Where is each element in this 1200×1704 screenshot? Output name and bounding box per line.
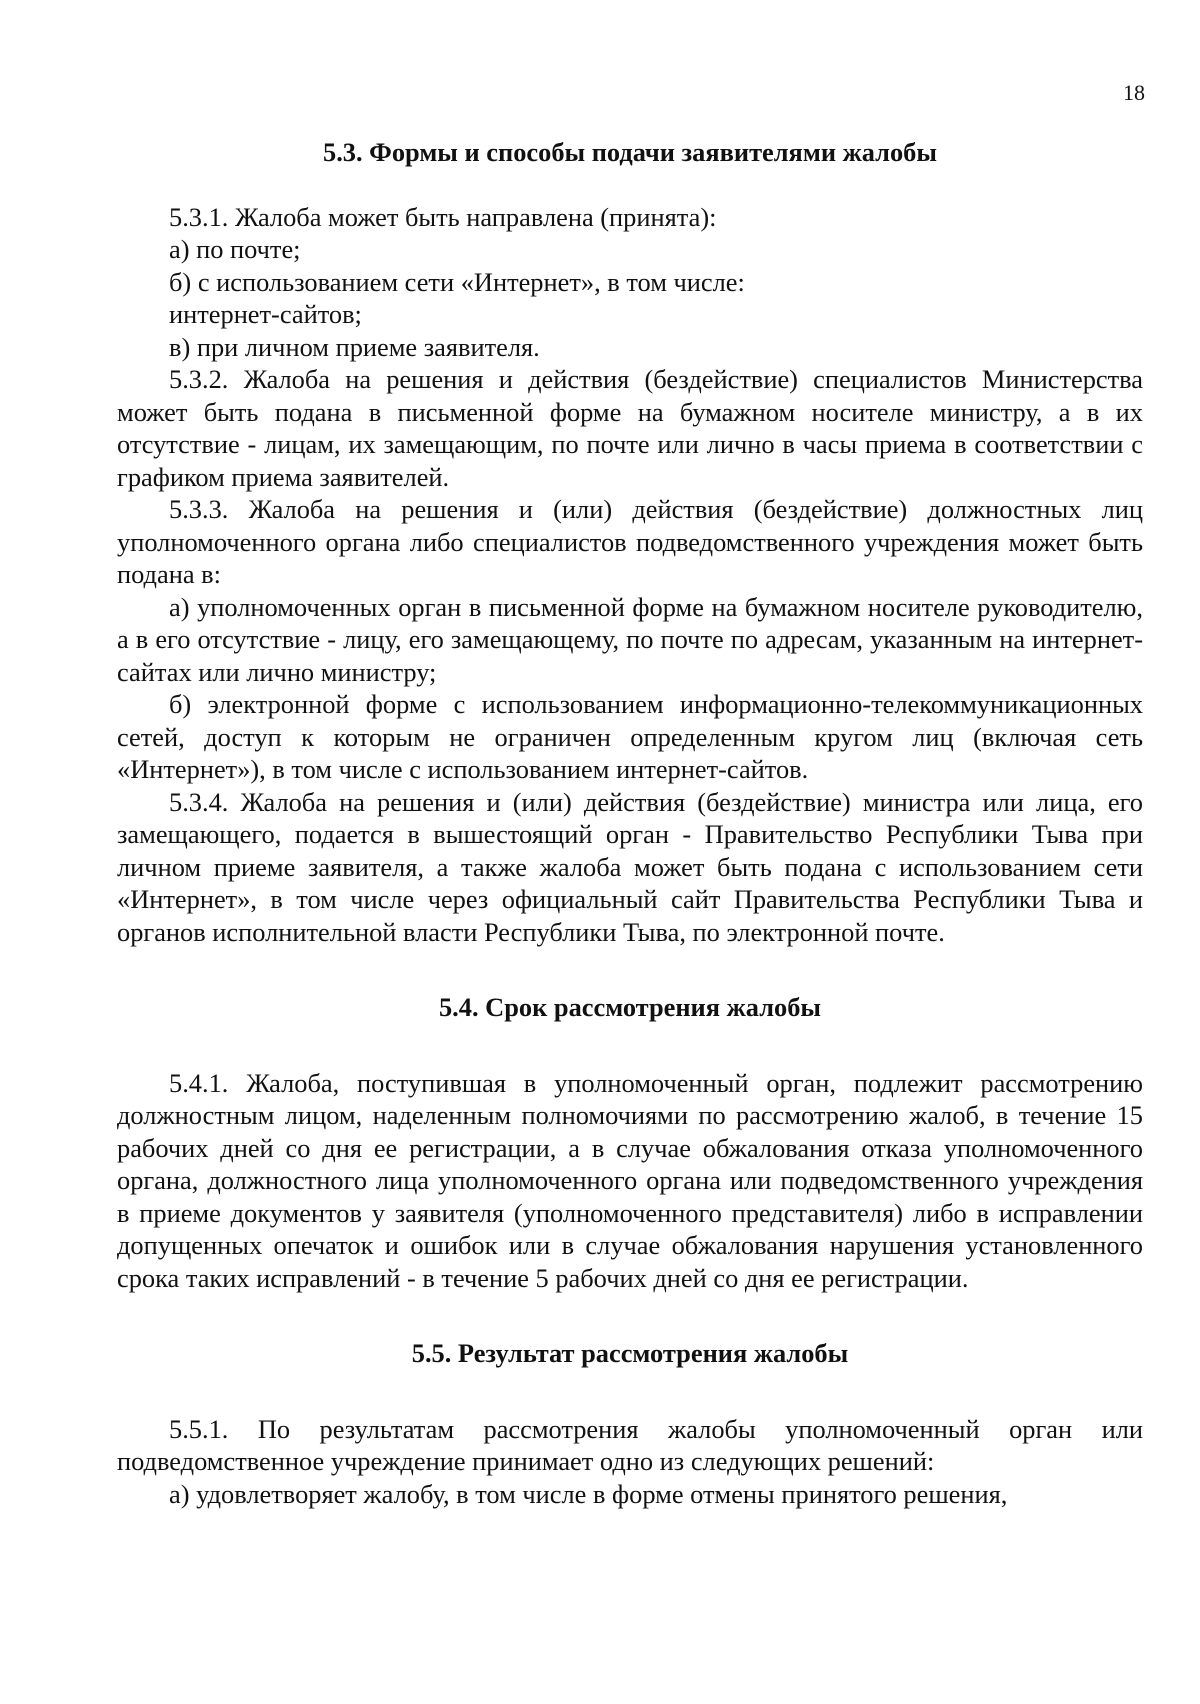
section-5-4-heading: 5.4. Срок рассмотрения жалобы [438, 992, 822, 1022]
document-body [117, 136, 1143, 1510]
list-item-5-3-1-b-sub: интернет-сайтов; [169, 299, 362, 329]
list-item-5-3-1-b: б) с использованием сети «Интернет», в том числе: [169, 266, 745, 297]
paragraph-5-3-4: 5.3.4. Жалоба на решения и (или) действия (бездействие) министра или лица, его замещающего, подается в вышестоящий орган - Правительство Республики Тыва при личном приеме заявителя, а также жалоба может быть подана с использованием сети «Интернет», в том числе через официальный сайт Правительства Республики Тыва и органов исполнительной власти Республики Тыва, по электронной почте. [117, 786, 1143, 947]
list-item-5-3-1-c: в) при личном приеме заявителя. [169, 331, 540, 362]
section-5-3-heading: 5.3. Формы и способы подачи заявителями жалобы [323, 137, 937, 167]
paragraph-5-3-1: 5.3.1. Жалоба может быть направлена (принята): [169, 201, 717, 232]
page-number: 18 [1123, 80, 1145, 105]
paragraph-5-3-3: 5.3.3. Жалоба на решения и (или) действия (бездействие) должностных лиц уполномоченного органа либо специалистов подведомственного учреждения может быть подана в: [117, 494, 1143, 589]
paragraph-5-5-1: 5.5.1. По результатам рассмотрения жалобы уполномоченный орган или подведомственное учреждение принимает одно из следующих решений: [117, 1413, 1143, 1476]
section-5-5-heading: 5.5. Результат рассмотрения жалобы [411, 1338, 849, 1368]
paragraph-5-4-1: 5.4.1. Жалоба, поступившая в уполномоченный орган, подлежит рассмотрению должностным лицом, наделенным полномочиями по рассмотрению жалоб, в течение 15 рабочих дней со дня ее регистрации, а в случае обжалования отказа уполномоченного органа, должностного лица уполномоченного органа или подведомственного учреждения в приеме документов у заявителя (уполномоченного представителя) либо в исправлении допущенных опечаток и ошибок или в случае обжалования нарушения установленного срока таких исправлений - в течение 5 рабочих дней со дня ее регистрации. [117, 1067, 1143, 1293]
list-item-5-5-1-a: а) удовлетворяет жалобу, в том числе в форме отмены принятого решения, [169, 1478, 1008, 1509]
list-item-5-3-3-a: а) уполномоченных орган в письменной форме на бумажном носителе руководителю, а в его отсутствие - лицу, его замещающему, по почте по адресам, указанным на интернет-сайтах или лично министру; [117, 591, 1143, 687]
list-item-5-3-3-b: б) электронной форме с использованием информационно-телекоммуникационных сетей, доступ к которым не ограничен определенным кругом лиц (включая сеть «Интернет»), в том числе с использованием интернет-сайтов. [117, 689, 1143, 784]
list-item-5-3-1-a: а) по почте; [169, 234, 301, 264]
paragraph-5-3-2: 5.3.2. Жалоба на решения и действия (бездействие) специалистов Министерства может быть подана в письменной форме на бумажном носителе министру, а в их отсутствие - лицам, их замещающим, по почте или лично в часы приема в соответствии с графиком приема заявителей. [117, 364, 1143, 492]
